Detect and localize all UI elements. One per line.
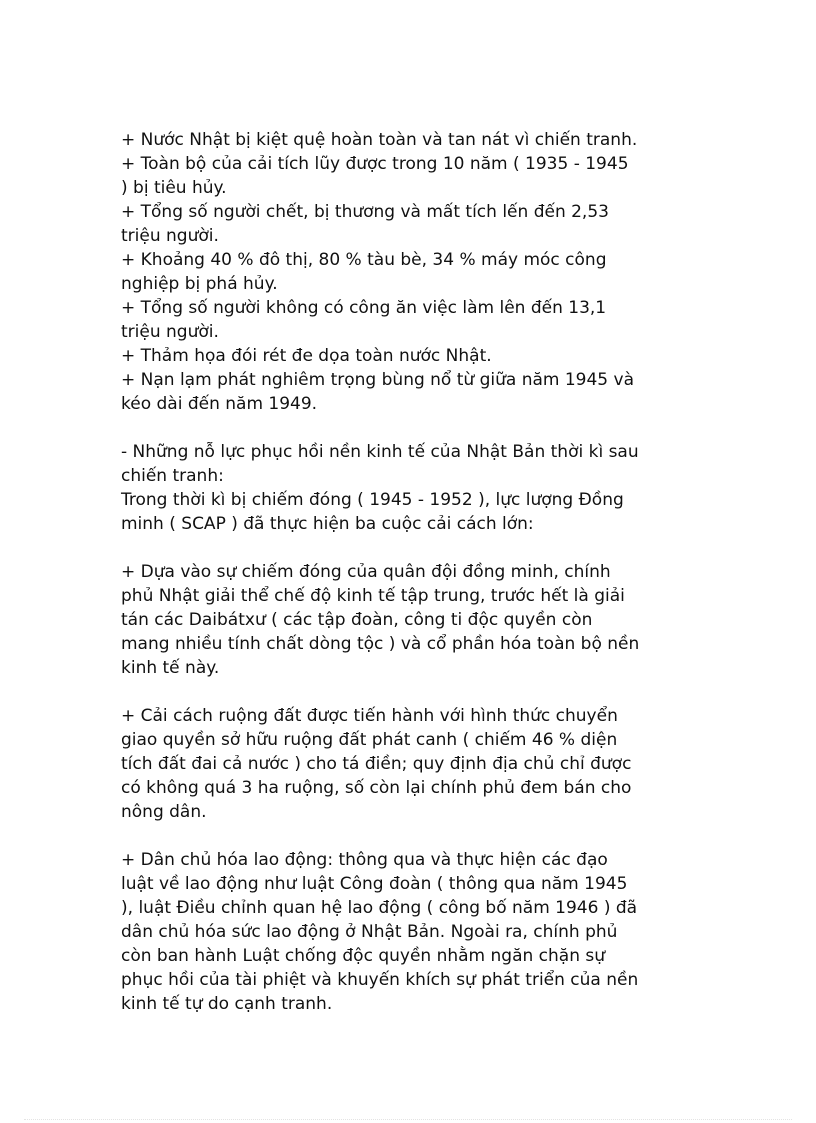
text-line: ) bị tiêu hủy. <box>121 178 227 198</box>
text-line: nghiệp bị phá hủy. <box>121 274 278 294</box>
document-body <box>121 128 701 1016</box>
text-line: chiến tranh: <box>121 466 224 486</box>
text-line: + Nước Nhật bị kiệt quệ hoàn toàn và tan nát vì chiến tranh. <box>121 130 638 150</box>
text-line: + Tổng số người không có công ăn việc làm lên đến 13,1 <box>121 298 607 318</box>
paragraph-spacer <box>121 824 701 848</box>
text-line: phục hồi của tài phiệt và khuyến khích sự phát triển của nền <box>121 970 639 990</box>
text-line: + Toàn bộ của cải tích lũy được trong 10 năm ( 1935 - 1945 <box>121 154 629 174</box>
text-line: + Cải cách ruộng đất được tiến hành với hình thức chuyển <box>121 706 618 726</box>
text-line: dân chủ hóa sức lao động ở Nhật Bản. Ngoài ra, chính phủ <box>121 922 618 942</box>
text-line: còn ban hành Luật chống độc quyền nhằm ngăn chặn sự <box>121 946 606 966</box>
text-line: + Thảm họa đói rét đe dọa toàn nước Nhật. <box>121 346 492 366</box>
text-line: + Nạn lạm phát nghiêm trọng bùng nổ từ giữa năm 1945 và <box>121 370 634 390</box>
text-line: triệu người. <box>121 322 219 342</box>
text-line: + Dựa vào sự chiếm đóng của quân đội đồng minh, chính <box>121 562 611 582</box>
text-line: nông dân. <box>121 802 207 822</box>
text-line: kinh tế tự do cạnh tranh. <box>121 994 333 1014</box>
text-line: mang nhiều tính chất dòng tộc ) và cổ phần hóa toàn bộ nền <box>121 634 640 654</box>
page-bottom-border <box>24 1119 792 1120</box>
text-line: triệu người. <box>121 226 219 246</box>
text-line: luật về lao động như luật Công đoàn ( thông qua năm 1945 <box>121 874 628 894</box>
text-line: ), luật Điều chỉnh quan hệ lao động ( công bố năm 1946 ) đã <box>121 898 638 918</box>
text-line: tích đất đai cả nước ) cho tá điền; quy định địa chủ chỉ được <box>121 754 632 774</box>
text-line: minh ( SCAP ) đã thực hiện ba cuộc cải cách lớn: <box>121 514 534 534</box>
text-line: + Tổng số người chết, bị thương và mất tích lến đến 2,53 <box>121 202 609 222</box>
text-line: tán các Daibátxư ( các tập đoàn, công ti độc quyền còn <box>121 610 593 630</box>
paragraph-spacer <box>121 536 701 560</box>
paragraph-spacer <box>121 680 701 704</box>
paragraph-spacer <box>121 416 701 440</box>
text-line: Trong thời kì bị chiếm đóng ( 1945 - 1952 ), lực lượng Đồng <box>121 490 624 510</box>
text-line: phủ Nhật giải thể chế độ kinh tế tập trung, trước hết là giải <box>121 586 625 606</box>
text-line: + Khoảng 40 % đô thị, 80 % tàu bè, 34 % máy móc công <box>121 250 607 270</box>
text-line: kinh tế này. <box>121 658 220 678</box>
text-line: có không quá 3 ha ruộng, số còn lại chính phủ đem bán cho <box>121 778 632 798</box>
text-line: giao quyền sở hữu ruộng đất phát canh ( chiếm 46 % diện <box>121 730 618 750</box>
text-line: + Dân chủ hóa lao động: thông qua và thực hiện các đạo <box>121 850 608 870</box>
text-line: kéo dài đến năm 1949. <box>121 394 318 414</box>
text-line: - Những nỗ lực phục hồi nền kinh tế của Nhật Bản thời kì sau <box>121 442 639 462</box>
